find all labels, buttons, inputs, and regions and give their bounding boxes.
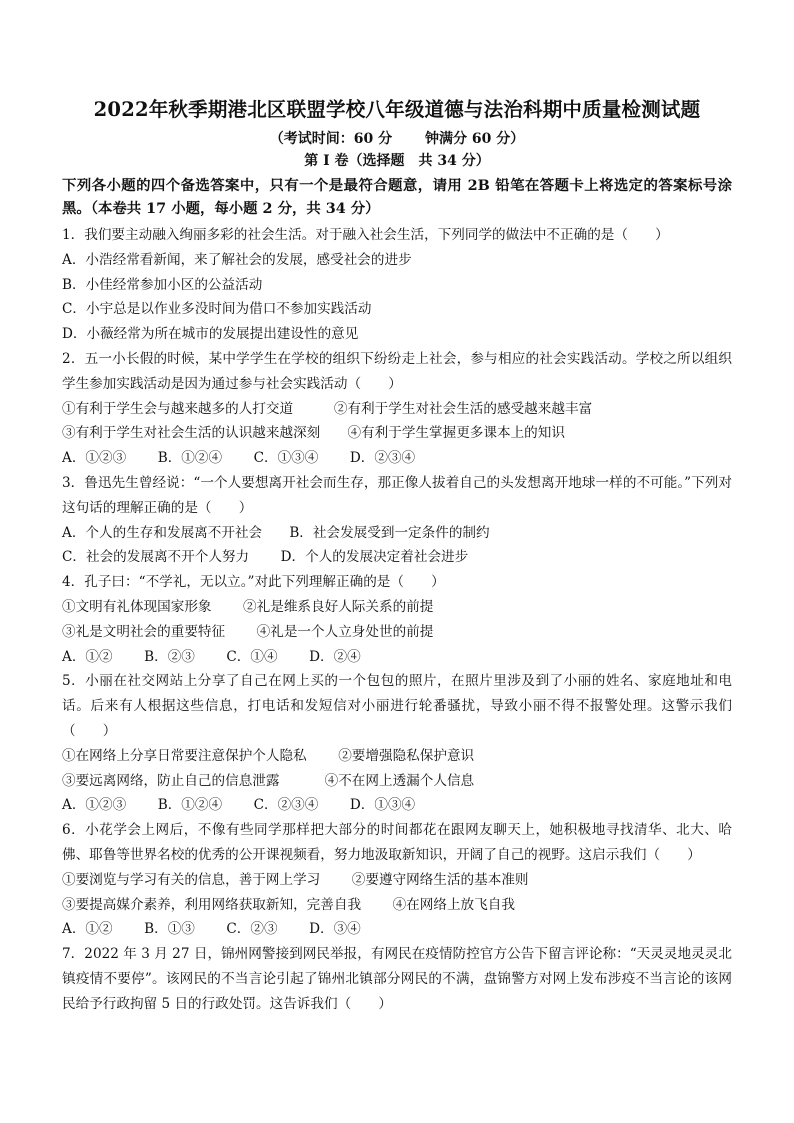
answer-choices: A．①② B．①③ C．②③ D．③④ — [62, 921, 361, 938]
answer-choices: A．①② B．②③ C．①④ D．②④ — [62, 648, 361, 665]
question-6 — [62, 818, 732, 942]
statement-row: ①有利于学生会与越来越多的人打交道 ②有利于学生对社会生活的感受越来越丰富 — [62, 400, 593, 417]
statement-row: ③有利于学生对社会生活的认识越来越深刻 ④有利于学生掌握更多课本上的知识 — [62, 425, 565, 442]
answer-choices: A．①②③ B．①②④ C．①③④ D．②③④ — [62, 450, 416, 467]
statement-row: ③礼是文明社会的重要特征 ④礼是一个人立身处世的前提 — [62, 623, 434, 640]
question-stem: 1．我们要主动融入绚丽多彩的社会生活。对于融入社会生活，下列同学的做法中不正确的是（ ） — [62, 227, 669, 243]
question-3 — [62, 471, 732, 570]
statement-row: ③要提高媒介素养，利用网络获取新知，完善自我 ④在网络上放飞自我 — [62, 896, 515, 913]
answer-option-a: A．小浩经常看新闻，来了解社会的发展，感受社会的进步 — [62, 251, 412, 268]
question-stem: 4．孔子曰：“不学礼，无以立。”对此下列理解正确的是（ ） — [62, 574, 445, 591]
question-2 — [62, 347, 732, 471]
statement-row: ①在网络上分享日常要注意保护个人隐私 ②要增强隐私保护意识 — [62, 747, 475, 764]
section-instructions: 下列各小题的四个备选答案中，只有一个是最符合题意，请用 2B 铅笔在答题卡上将选定的答案标号涂黑。（本卷共 17 小题，每小题 2 分，共 34 分） — [62, 177, 732, 217]
question-stem: 6．小花学会上网后，不像有些同学那样把大部分的时间都花在跟网友聊天上，她积极地寻找清华、北大、哈佛、耶鲁等世界名校的优秀的公开课视频看，努力地汲取新知识，开阔了自己的视野。这启示我们（ ） — [62, 822, 732, 863]
answer-options-ab: A．个人的生存和发展离不开社会 B．社会发展受到一定条件的制约 — [62, 524, 490, 541]
question-stem: 2．五一小长假的时候，某中学学生在学校的组织下纷纷走上社会，参与相应的社会实践活动。学校之所以组织学生参加实践活动是因为通过参与社会实践活动（ ） — [62, 350, 732, 392]
answer-option-b: B．小佳经常参加小区的公益活动 — [62, 276, 263, 293]
question-stem: 7．2022 年 3 月 27 日，锦州网警接到网民举报，有网民在疫情防控官方公告下留言评论称：“天灵灵地灵灵北镇疫情不要停”。该网民的不当言论引起了锦州北镇部分网民的不满，盘锦警方对网上发布涉疫不当言论的该网民给予行政拘留 5 日的行政处罚。这告诉我们（ ） — [62, 946, 732, 1012]
question-stem: 3．鲁迅先生曾经说：“一个人要想离开社会而生存，那正像人拔着自己的头发想离开地球一样的不可能。”下列对这句话的理解正确的是（ ） — [62, 474, 732, 516]
question-5 — [62, 669, 732, 818]
statement-row: ①文明有礼体现国家形象 ②礼是维系良好人际关系的前提 — [62, 598, 434, 615]
question-stem: 5．小丽在社交网站上分享了自己在网上买的一个包包的照片，在照片里涉及到了小丽的姓名、家庭地址和电话。后来有人根据这些信息，打电话和发短信对小丽进行轮番骚扰，导致小丽不得不报警处理。这警示我们（ ） — [62, 673, 732, 739]
answer-option-c: C．小宇总是以作业多没时间为借口不参加实践活动 — [62, 301, 372, 318]
question-4 — [62, 570, 732, 669]
question-1 — [62, 223, 732, 347]
exam-title: 2022年秋季期港北区联盟学校八年级道德与法治科期中质量检测试题 — [93, 98, 701, 121]
question-7 — [62, 942, 732, 1016]
statement-row: ①要浏览与学习有关的信息，善于网上学习 ②要遵守网络生活的基本准则 — [62, 871, 529, 888]
statement-row: ③要远离网络，防止自己的信息泄露 ④不在网上透漏个人信息 — [62, 772, 475, 789]
answer-options-cd: C．社会的发展离不开个人努力 D．个人的发展决定着社会进步 — [62, 549, 469, 566]
answer-option-d: D．小薇经常为所在城市的发展提出建设性的意见 — [62, 326, 359, 343]
section-title: 第 I 卷（选择题 共 34 分） — [304, 153, 490, 169]
answer-choices: A．①②③ B．①②④ C．②③④ D．①③④ — [62, 797, 416, 814]
exam-time-and-score: （考试时间：60 分 钟满分 60 分） — [269, 131, 525, 147]
